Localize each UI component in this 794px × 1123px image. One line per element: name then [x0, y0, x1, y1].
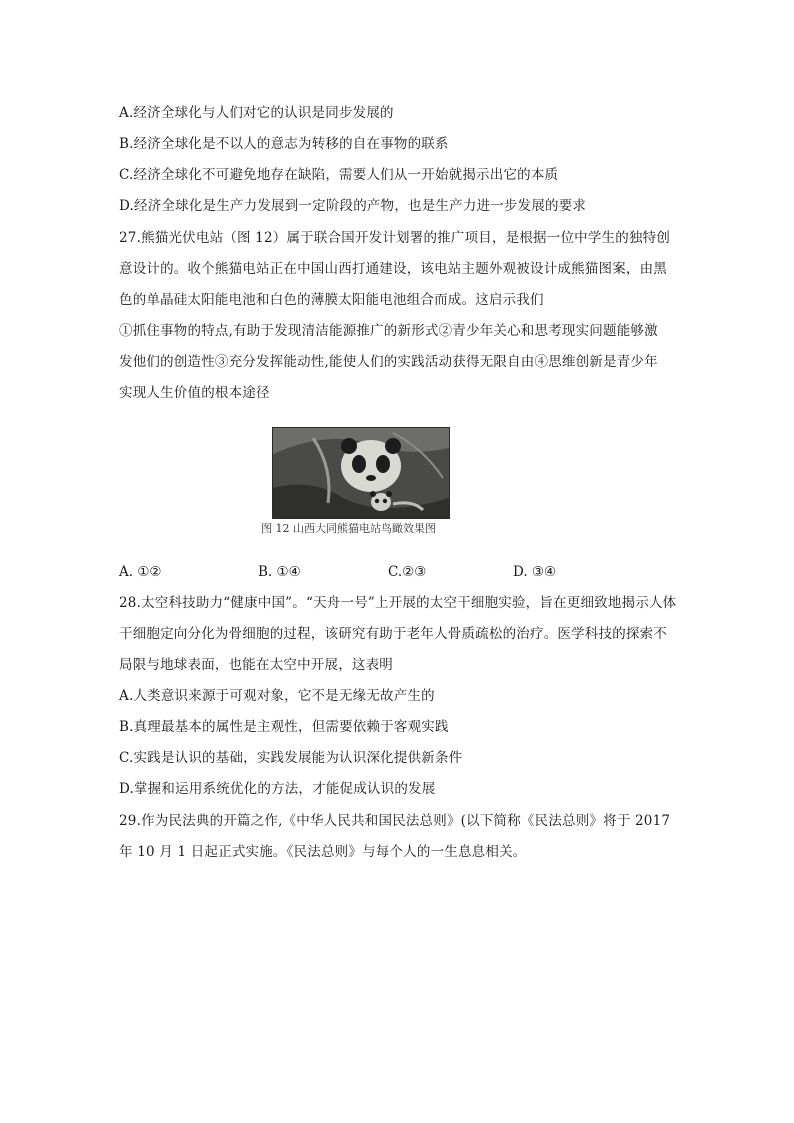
q28-stem-line-1: 28.太空科技助力“健康中国”。“天舟一号”上开展的太空干细胞实验，旨在更细致地揭示人体 [119, 595, 677, 611]
q27-option-c: C.②③ [388, 564, 427, 580]
q27-stem-line-2: 意设计的。收个熊猫电站正在中国山西打通建设，该电站主题外观被设计成熊猫图案，由黑 [119, 261, 667, 277]
q28-option-b: B.真理最基本的属性是主观性，但需要依赖于客观实践 [119, 719, 449, 735]
q28-stem-line-2: 干细胞定向分化为骨细胞的过程，该研究有助于老年人骨质疏松的治疗。医学科技的探索不 [119, 626, 667, 642]
q27-option-d: D. ③④ [513, 564, 557, 580]
panda-station-illustration [273, 428, 449, 518]
q26-option-c: C.经济全球化不可避免地存在缺陷，需要人们从一开始就揭示出它的本质 [119, 167, 559, 183]
q27-stem-line-1: 27.熊猫光伏电站（图 12）属于联合国开发计划署的推广项目，是根据一位中学生的独特创 [119, 230, 671, 246]
q26-option-a: A.经济全球化与人们对它的认识是同步发展的 [119, 105, 394, 121]
q27-option-a: A. ①② [119, 564, 162, 580]
panda-station-photo [272, 427, 450, 519]
q28-option-a: A.人类意识来源于可观对象，它不是无缘无故产生的 [119, 688, 435, 704]
q28-stem-line-3: 局限与地球表面，也能在太空中开展，这表明 [119, 657, 393, 673]
q27-option-b: B. ①④ [258, 564, 301, 580]
q29-stem-line-2: 年 10 月 1 日起正式实施。《民法总则》与每个人的一生息息相关。 [119, 844, 527, 860]
q26-option-d: D.经济全球化是生产力发展到一定阶段的产物，也是生产力进一步发展的要求 [119, 198, 587, 214]
q28-option-d: D.掌握和运用系统优化的方法，才能促成认识的发展 [119, 781, 436, 797]
q27-statement-line-3: 实现人生价值的根本途径 [119, 385, 270, 401]
q27-statement-line-1: ①抓住事物的特点,有助于发现清洁能源推广的新形式②青少年关心和思考现实问题能够激 [119, 323, 658, 339]
q27-stem-line-3: 色的单晶硅太阳能电池和白色的薄膜太阳能电池组合而成。这启示我们 [119, 292, 544, 308]
q26-option-b: B.经济全球化是不以人的意志为转移的自在事物的联系 [119, 136, 449, 152]
q27-statement-line-2: 发他们的创造性③充分发挥能动性,能使人们的实践活动获得无限自由④思维创新是青少年 [119, 354, 658, 370]
figure-caption: 图 12 山西大同熊猫电站鸟瞰效果图 [261, 522, 436, 535]
q29-stem-line-1: 29.作为民法典的开篇之作,《中华人民共和国民法总则》(以下简称《民法总则》将于 2017 [119, 813, 671, 829]
q28-option-c: C.实践是认识的基础，实践发展能为认识深化提供新条件 [119, 750, 463, 766]
